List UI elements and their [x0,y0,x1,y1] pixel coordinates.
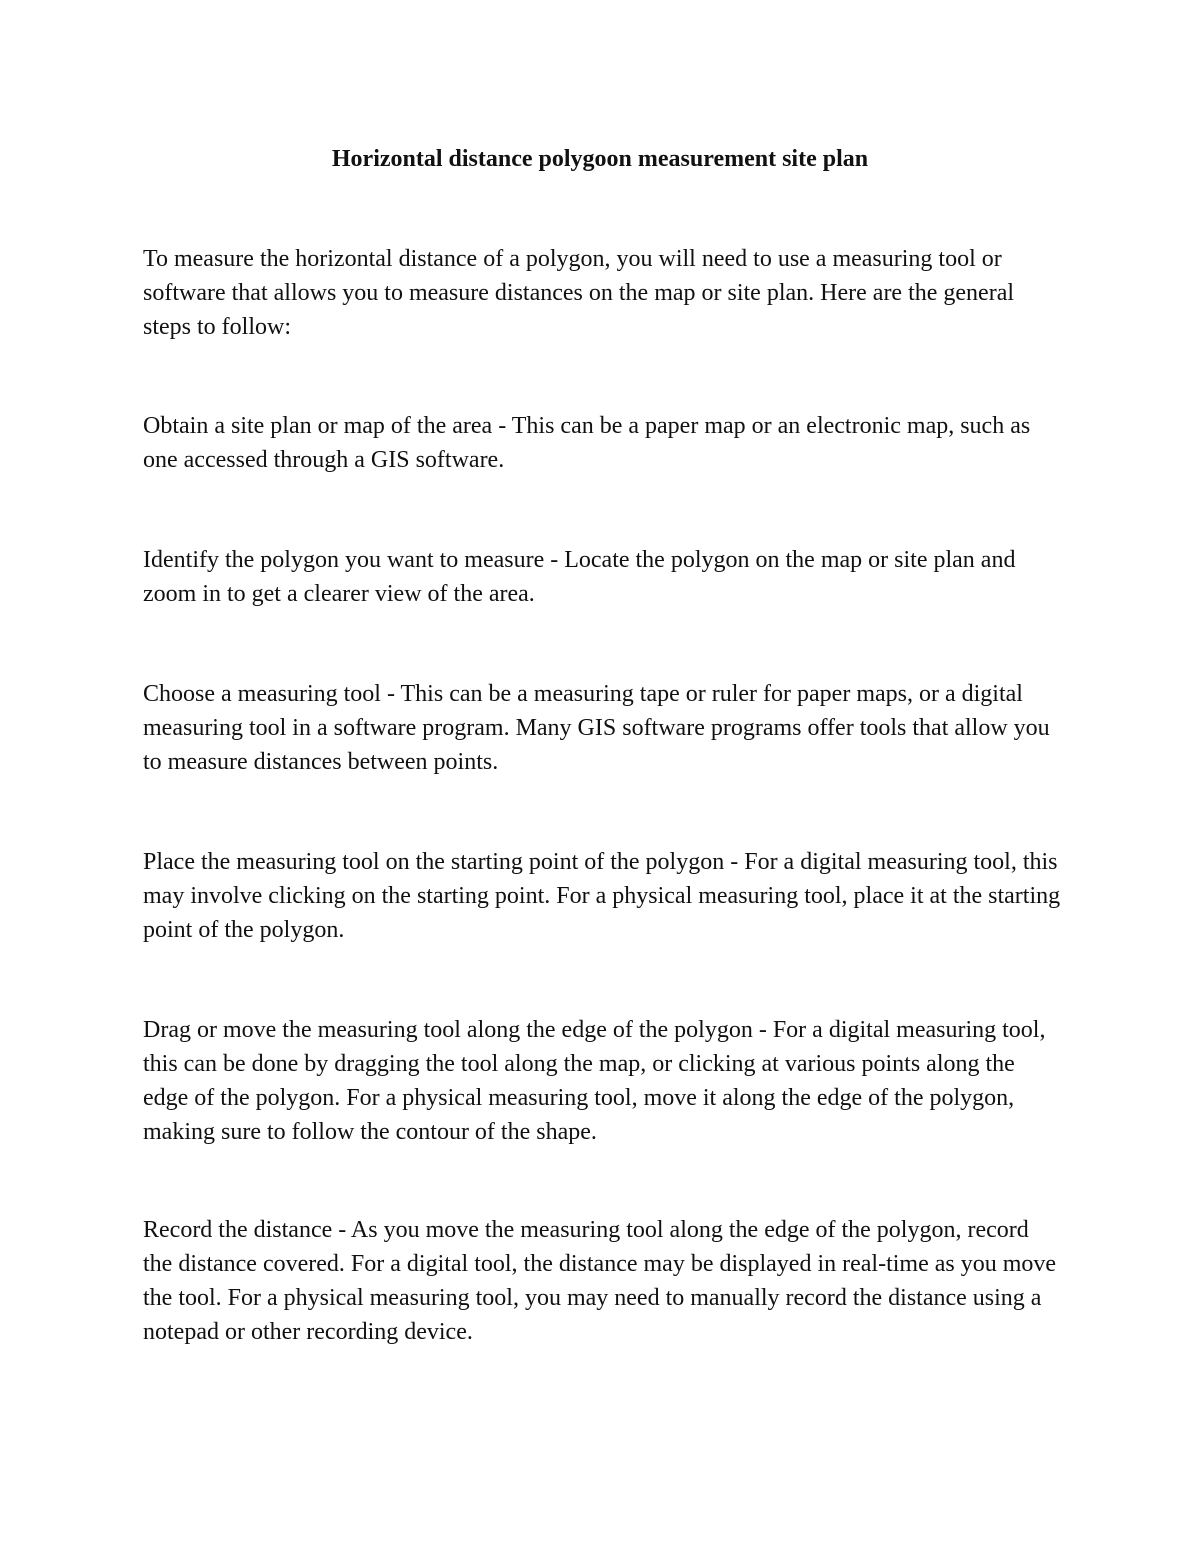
intro-paragraph: To measure the horizontal distance of a polygon, you will need to use a measuring tool or software that allows you to measure distances on the map or site plan. Here are the general steps to follow: [143,246,1015,340]
document-title: Horizontal distance polygoon measurement site plan [331,146,869,172]
step-place-measuring-tool: Place the measuring tool on the starting point of the polygon - For a digital measuring tool, this may involve clicking on the starting point. For a physical measuring tool, place it at the starting point of the polygon. [143,849,1061,943]
step-drag-measuring-tool: Drag or move the measuring tool along the edge of the polygon - For a digital measuring tool, this can be done by dragging the tool along the map, or clicking at various points along the edge of the polygon. For a physical measuring tool, move it along the edge of the polygon, making sure to follow the contour of the shape. [143,1017,1046,1145]
step-choose-measuring-tool: Choose a measuring tool - This can be a measuring tape or ruler for paper maps, or a digital measuring tool in a software program. Many GIS software programs offer tools that allow you to measure distances between points. [143,681,1050,775]
step-identify-polygon: Identify the polygon you want to measure - Locate the polygon on the map or site plan and zoom in to get a clearer view of the area. [143,547,1016,607]
step-obtain-site-plan: Obtain a site plan or map of the area - This can be a paper map or an electronic map, such as one accessed through a GIS software. [143,413,1031,473]
step-record-distance: Record the distance - As you move the measuring tool along the edge of the polygon, record the distance covered. For a digital tool, the distance may be displayed in real-time as you move the tool. For a physical measuring tool, you may need to manually record the distance using a notepad or other recording device. [143,1217,1057,1345]
